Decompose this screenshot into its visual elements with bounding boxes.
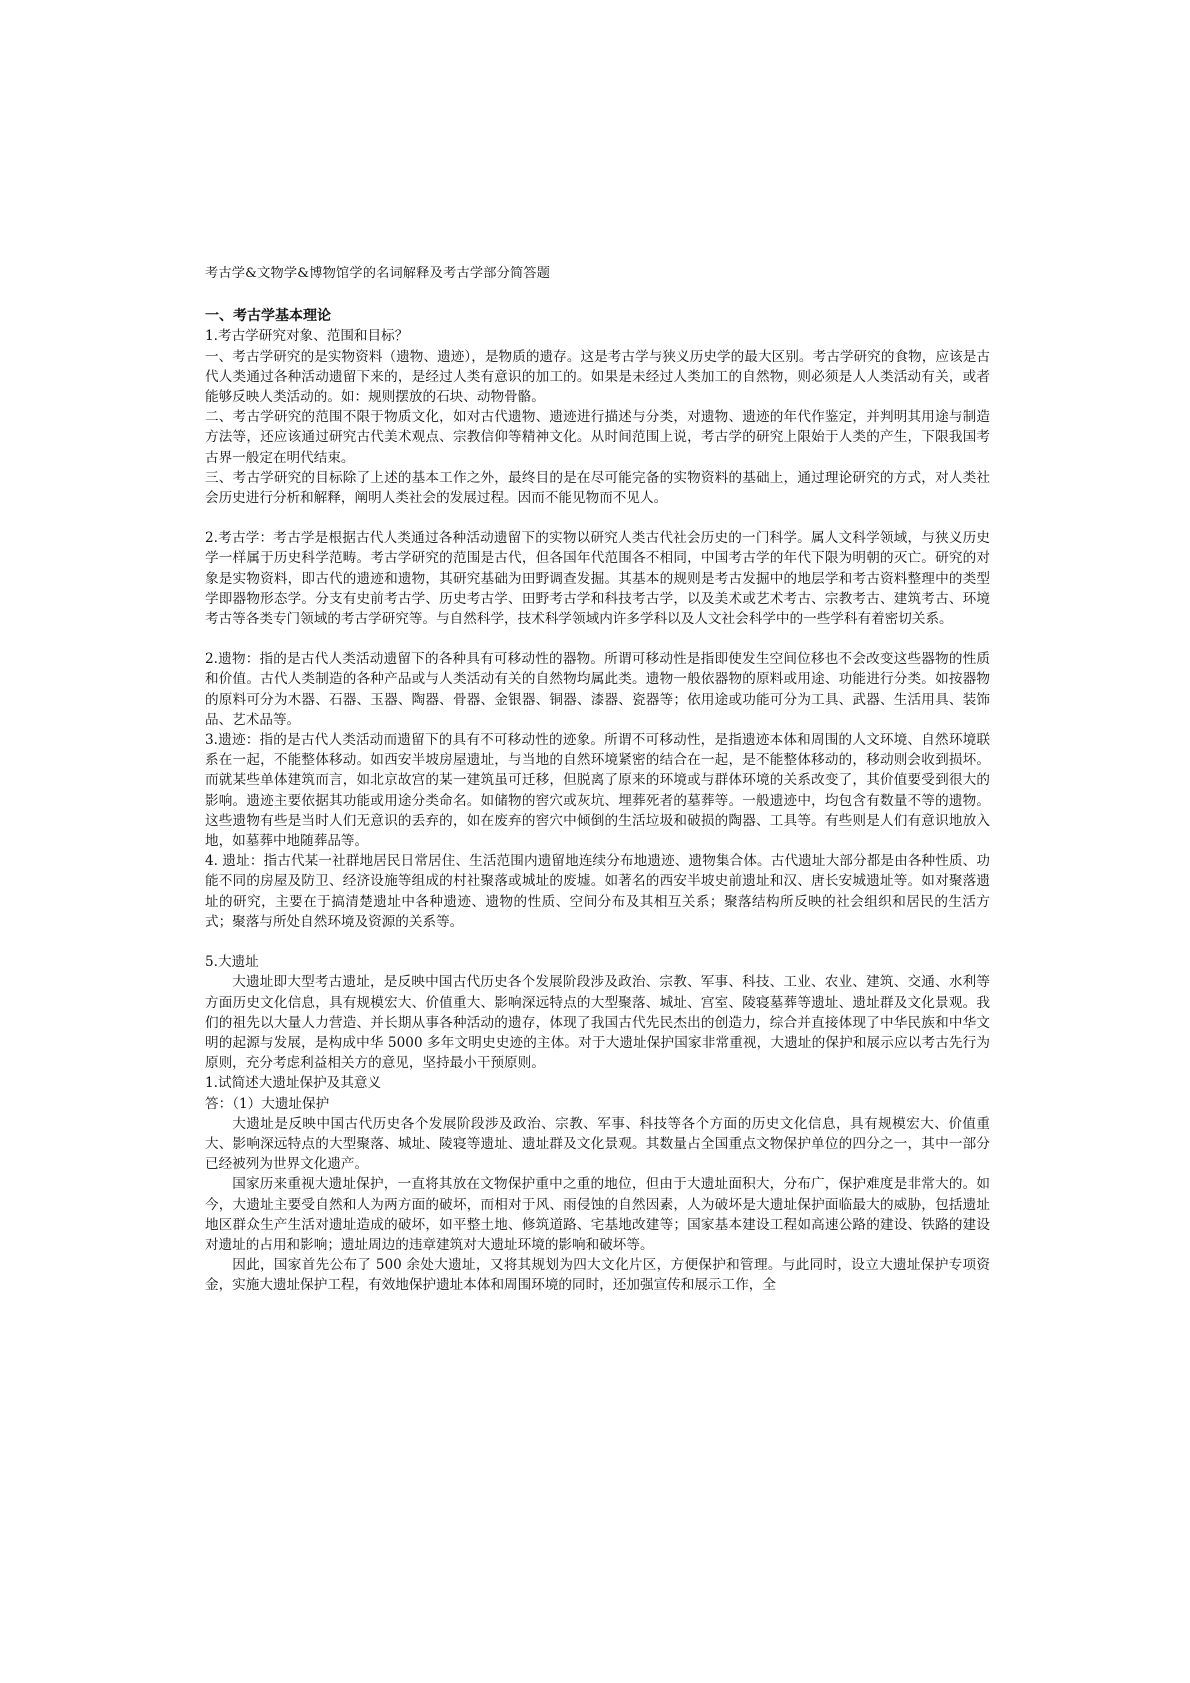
section-heading: 一、考古学基本理论 <box>205 308 331 325</box>
large-site-block <box>205 952 990 1295</box>
large-site-answer-label: 答：（1）大遗址保护 <box>205 1095 330 1112</box>
large-site-answer-2: 国家历来重视大遗址保护，一直将其放在文物保护重中之重的地位，但由于大遗址面积大，分布广，保护难度是非常大的。如今，大遗址主要受自然和人为两方面的破坏，而相对于风、雨侵蚀的自然因素，人为破坏是大遗址保护面临最大的威胁，包括遗址地区群众生产生活对遗址造成的破坏，如平整土地、修筑道路、宅基地改建等；国家基本建设工程如高速公路的建设、铁路的建设对遗址的占用和影响；遗址周边的违章建筑对大遗址环境的影响和破坏等。 <box>205 1176 990 1253</box>
large-site-answer-3: 因此，国家首先公布了 500 余处大遗址，又将其规划为四大文化片区，方便保护和管理。与此同时，设立大遗址保护专项资金，实施大遗址保护工程，有效地保护遗址本体和周围环境的同时，还加强宣传和展示工作，全 <box>205 1257 990 1294</box>
spacer <box>205 932 990 952</box>
archaeology-definition: 2.考古学：考古学是根据古代人类通过各种活动遗留下的实物以研究人类古代社会历史的一门科学。属人文科学领域，与狭义历史学一样属于历史科学范畴。考古学研究的范围是古代，但各国年代范围各不相同，中国考古学的年代下限为明朝的灭亡。研究的对象是实物资料，即古代的遗迹和遗物，其研究基础为田野调查发掘。其基本的规则是考古发掘中的地层学和考古资料整理中的类型学即器物形态学。分支有史前考古学、历史考古学、田野考古学和科技考古学，以及美术或艺术考古、宗教考古、建筑考古、环境考古等各类专门领域的考古学研究等。与自然科学，技术科学领域内许多学科以及人文社会科学中的一些学科有着密切关系。 <box>205 530 990 628</box>
relics-definition: 2.遗物：指的是古代人类活动遗留下的各种具有可移动性的器物。所谓可移动性是指即使发生空间位移也不会改变这些器物的性质和价值。古代人类制造的各种产品或与人类活动有关的自然物均属此类。遗物一般依器物的原料或用途、功能进行分类。如按器物的原料可分为木器、石器、玉器、陶器、骨器、金银器、铜器、漆器、瓷器等；依用途或功能可分为工具、武器、生活用具、装饰品、艺术品等。 <box>205 651 990 728</box>
paragraph-1-2: 二、考古学研究的范围不限于物质文化，如对古代遗物、遗迹进行描述与分类，对遗物、遗迹的年代作鉴定，并判明其用途与制造方法等，还应该通过研究古代美术观点、宗教信仰等精神文化。从时间范围上说，考古学的研究上限始于人类的产生，下限我国考古界一般定在明代结束。 <box>205 409 990 466</box>
question-1-block <box>205 326 990 508</box>
remains-definition: 3.遗迹：指的是古代人类活动而遗留下的具有不可移动性的迹象。所谓不可移动性，是指遗迹本体和周围的人文环境、自然环境联系在一起，不能整体移动。如西安半坡房屋遗址，与当地的自然环境紧密的结合在一起，是不能整体移动的，移动则会收到损坏。而就某些单体建筑而言，如北京故宫的某一建筑虽可迁移，但脱离了原来的环境或与群体环境的关系改变了，其价值要受到很大的影响。遗迹主要依据其功能或用途分类命名。如储物的窖穴或灰坑、埋葬死者的墓葬等。一般遗迹中，均包含有数量不等的遗物。这些遗物有些是当时人们无意识的丢弃的，如在废弃的窖穴中倾倒的生活垃圾和破损的陶器、工具等。有些则是人们有意识地放入地，如墓葬中地随葬品等。 <box>205 732 990 850</box>
spacer <box>205 508 990 528</box>
paragraph-1-3: 三、考古学研究的目标除了上述的基本工作之外，最终目的是在尽可能完备的实物资料的基础上，通过理论研究的方式，对人类社会历史进行分析和解释，阐明人类社会的发展过程。因而不能见物而不见人。 <box>205 469 990 507</box>
paragraph-1-1: 一、考古学研究的是实物资料（遗物、遗迹），是物质的遗存。这是考古学与狭义历史学的最大区别。考古学研究的食物，应该是古代人类通过各种活动遗留下来的，是经过人类有意识的加工的。如果是未经过人类加工的自然物，则必须是人人类活动有关，或者能够反映人类活动的。如：规则摆放的石块、动物骨骼。 <box>205 348 990 406</box>
large-site-answer-1: 大遗址是反映中国古代历史各个发展阶段涉及政治、宗教、军事、科技等各个方面的历史文化信息，具有规模宏大、价值重大、影响深远特点的大型聚落、城址、陵寝等遗址、遗址群及文化景观。其数量占全国重点文物保护单位的四分之一，其中一部分已经被列为世界文化遗产。 <box>205 1115 990 1173</box>
spacer <box>205 629 990 649</box>
large-site-definition: 大遗址即大型考古遗址，是反映中国古代历史各个发展阶段涉及政治、宗教、军事、科技、工业、农业、建筑、交通、水利等方面历史文化信息，具有规模宏大、价值重大、影响深远特点的大型聚落、城址、宫室、陵寝墓葬等遗址、遗址群及文化景观。我们的祖先以大量人力营造、并长期从事各种活动的遗存，体现了我国古代先民杰出的创造力，综合并直接体现了中华民族和中华文明的起源与发展，是构成中华 5000 多年文明史史迹的主体。对于大遗址保护国家非常重视，大遗址的保护和展示应以考古先行为原则，充分考虑利益相关方的意见，坚持最小干预原则。 <box>205 974 990 1072</box>
archaeology-definition-block <box>205 528 990 629</box>
document-page <box>205 264 990 1296</box>
document-title: 考古学&文物学&博物馆学的名词解释及考古学部分简答题 <box>205 266 551 281</box>
site-definition: 4. 遗址：指古代某一社群地居民日常居住、生活范围内遗留地连续分布地遗迹、遗物集合体。古代遗址大部分都是由各种性质、功能不同的房屋及防卫、经济设施等组成的村社聚落或城址的废墟。如著名的西安半坡史前遗址和汉、唐长安城遗址等。如对聚落遗址的研究，主要在于搞清楚遗址中各种遗迹、遗物的性质、空间分布及其相互关系；聚落结构所反映的社会组织和居民的生活方式；聚落与所处自然环境及资源的关系等。 <box>205 853 990 930</box>
relics-block <box>205 649 990 932</box>
question-1-title: 1.考古学研究对象、范围和目标？ <box>205 328 409 345</box>
large-site-question: 1.试简述大遗址保护及其意义 <box>205 1075 382 1092</box>
large-site-heading: 5.大遗址 <box>205 954 259 971</box>
